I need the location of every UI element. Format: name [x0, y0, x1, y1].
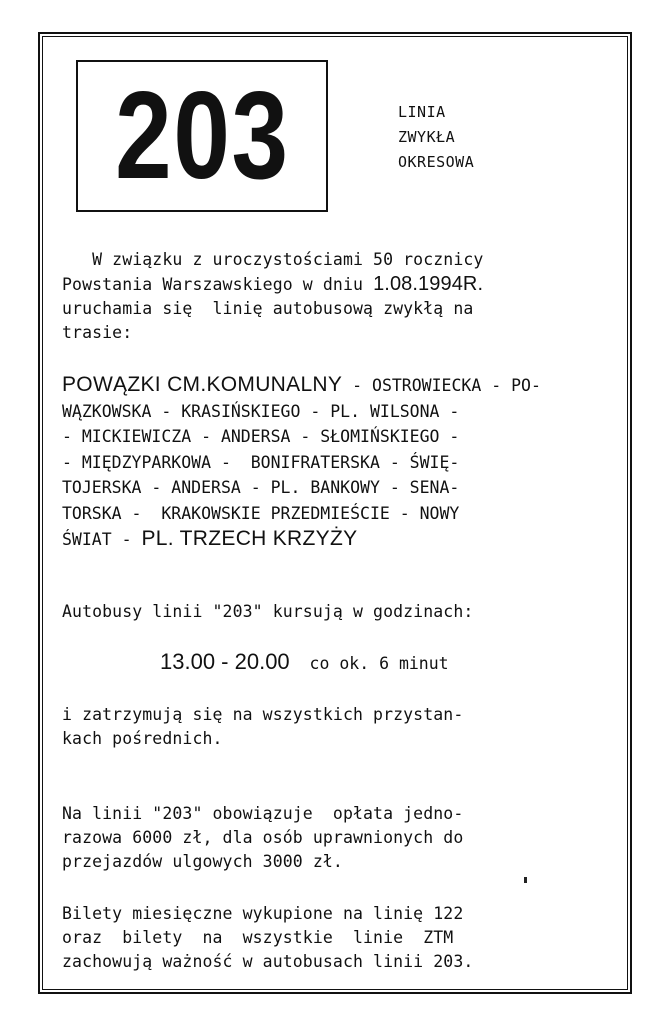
line-type-word-1: LINIA [398, 103, 446, 121]
fare-line-3: przejazdów ulgowych 3000 zł. [62, 852, 343, 871]
fare-line-1: Na linii "203" obowiązuje opłata jedno- [62, 804, 464, 823]
event-date: 1.08.1994R. [373, 273, 484, 295]
route-description [62, 372, 541, 553]
schedule-intro: Autobusy linii "203" kursują w godzinach: [62, 602, 474, 621]
intro-line-3: uruchamia się linię autobusową zwykłą na [62, 299, 474, 318]
route-line-6: TORSKA - KRAKOWSKIE PRZEDMIEŚCIE - NOWY [62, 503, 460, 523]
line-type-word-3: OKRESOWA [398, 153, 475, 171]
route-line-3: - MICKIEWICZA - ANDERSA - SŁOMIŃSKIEGO - [62, 427, 460, 446]
tickets-paragraph [62, 902, 473, 974]
schedule-hours-row [160, 648, 449, 678]
tickets-line-3: zachowują ważność w autobusach linii 203. [62, 952, 474, 971]
route-line-1: - OSTROWIECKA - PO- [342, 376, 541, 395]
tickets-line-1: Bilety miesięczne wykupione na linię 122 [62, 904, 464, 923]
intro-line-2: Powstania Warszawskiego w dniu [62, 275, 374, 294]
route-line-5: TOJERSKA - ANDERSA - PL. BANKOWY - SENA- [62, 478, 460, 497]
fare-paragraph [62, 802, 463, 874]
line-number: 203 [114, 67, 290, 205]
route-line-4: - MIĘDZYPARKOWA - BONIFRATERSKA - ŚWIĘ- [62, 452, 460, 472]
route-end-stop: PL. TRZECH KRZYŻY [141, 527, 358, 550]
route-start-stop: POWĄZKI CM.KOMUNALNY [62, 373, 343, 396]
stops-line-1: i zatrzymują się na wszystkich przystan- [62, 705, 464, 724]
stops-paragraph [62, 703, 463, 751]
intro-line-1: W związku z uroczystościami 50 rocznicy [62, 250, 484, 269]
line-type-word-2: ZWYKŁA [398, 128, 456, 146]
route-line-7: ŚWIAT - [62, 530, 142, 549]
route-line-2: WĄZKOWSKA - KRASIŃSKIEGO - PL. WILSONA - [62, 401, 460, 421]
line-type-label [398, 100, 474, 175]
fare-line-2: razowa 6000 zł, dla osób uprawnionych do [62, 828, 464, 847]
tickets-line-2: oraz bilety na wszystkie linie ZTM [62, 928, 454, 947]
intro-line-4: trasie: [62, 323, 133, 342]
schedule-frequency: co ok. 6 minut [289, 654, 449, 673]
intro-paragraph [62, 248, 483, 345]
line-number-box [76, 60, 328, 212]
stops-line-2: kach pośrednich. [62, 729, 223, 748]
print-speck [524, 877, 527, 883]
schedule-hours: 13.00 - 20.00 [160, 649, 290, 674]
